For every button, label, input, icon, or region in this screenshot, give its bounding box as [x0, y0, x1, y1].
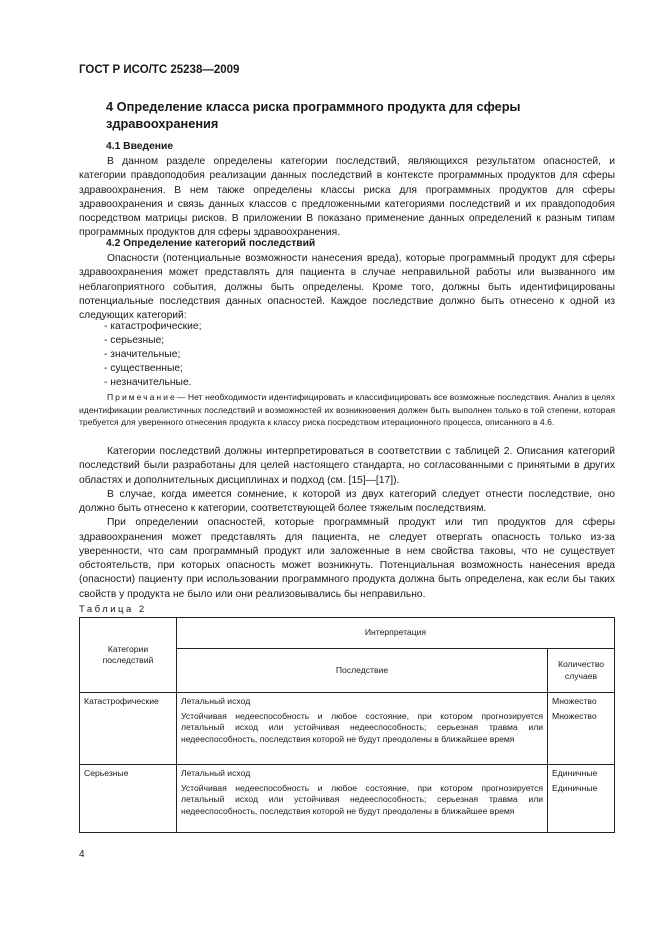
paragraph: В случае, когда имеется сомнение, к которой из двух категорий следует отнести последствие, оно должно быть отнесено к категории, соответствующей более тяжелым последствиям.: [79, 488, 615, 514]
subsection-4-1-title: 4.1 Введение: [106, 141, 174, 152]
list-item: - катастрофические;: [104, 321, 202, 332]
cases-text: Единичные: [552, 782, 598, 793]
consequence-text: Летальный исход: [180, 696, 251, 706]
list-item: - существенные;: [104, 363, 183, 374]
consequence-table: [79, 617, 615, 833]
cases-text: Множество: [552, 696, 597, 706]
subsection-4-1-text: [79, 155, 615, 241]
consequence-category-list: [104, 320, 201, 390]
consequence-cell: [176, 693, 547, 765]
consequence-text: Устойчивая недееспособность и любое состояние, при котором прогнозируется летальный исход или устойчивая недееспособность; серьезная травма или недееспособность, последствия которой не будут преодолены в ближайшее время: [180, 782, 544, 816]
note-text: — Нет необходимости идентифицировать и классифицировать все возможные последствия. Анализ в целях идентификации реалистичных последствий и возможностей их возникновения должен быть выполнен только в той степени, которая требуется для уверенного отнесения продукта к классу риска посредством итерационного процесса, описанного в 4.6.: [79, 392, 615, 428]
list-item: - значительные;: [104, 349, 181, 360]
consequence-cell: [176, 765, 547, 833]
category-cell: Катастрофические: [80, 693, 177, 765]
consequence-text: Летальный исход: [180, 768, 251, 778]
note-label: Примечание: [107, 392, 177, 402]
paragraph: Категории последствий должны интерпретироваться в соответствии с таблицей 2. Описания категорий последствий были разработаны для целей настоящего стандарта, но согласованными с принятыми в других областях и дополнительных дисциплинах и подход (см. [15]—[17]).: [79, 446, 615, 486]
category-cell: Серьезные: [80, 765, 177, 833]
cases-text: Множество: [552, 710, 597, 721]
subsection-4-2-title: 4.2 Определение категорий последствий: [106, 238, 316, 249]
section-title: 4 Определение класса риска программного продукта для сферы здравоохранения: [106, 99, 521, 131]
note: [79, 391, 615, 429]
cases-text: Единичные: [552, 768, 598, 778]
subsection-4-2-body: [79, 445, 615, 602]
header-interpretation: Интерпретация: [176, 618, 614, 649]
cases-cell: [548, 765, 615, 833]
consequence-text: Устойчивая недееспособность и любое состояние, при котором прогнозируется летальный исход или устойчивая недееспособность; серьезная травма или недееспособность, последствия которой не будут преодолены в ближайшее время: [180, 710, 544, 744]
header-cases: Количество случаев: [548, 649, 615, 693]
list-item: - серьезные;: [104, 335, 165, 346]
subsection-4-2-intro: [79, 252, 615, 323]
header-category: Категории последствий: [80, 618, 177, 693]
list-item: - незначительные.: [104, 377, 192, 388]
table-caption: Таблица 2: [79, 604, 147, 615]
table-row: [80, 693, 615, 765]
paragraph: Опасности (потенциальные возможности нанесения вреда), которые программный продукт для сферы здравоохранения может представлять для пациента в случае неправильной работы или вызванного им неблагоприятного события, должны быть определены. Кроме того, должны быть идентифицированы потенциальные последствия данных опасностей. Каждое последствие должно быть отнесено к одной из следующих категорий:: [79, 253, 615, 321]
cases-cell: [548, 693, 615, 765]
document-header: ГОСТ Р ИСО/ТС 25238—2009: [79, 64, 240, 76]
table-row: [80, 765, 615, 833]
paragraph: При определении опасностей, которые программный продукт или тип продуктов для сферы здравоохранения может представлять для пациента, не следует отвергать опасность только из-за уверенности, что сам программный продукт или заложенные в нем свойства таковы, что не существует обстоятельств, при которых опасность может возникнуть. Потенциальная возможность нанесения вреда (опасности) пациенту при использовании программного продукта должна быть определена, как если бы таких свойств у продукта не было или они реализовывались бы неправильно.: [79, 517, 615, 600]
paragraph: В данном разделе определены категории последствий, являющихся результатом опасностей, и категории правдоподобия реализации данных последствий в контексте программных продуктов для сферы здравоохранения. В нем также определены классы риска для программных продуктов для сферы здравоохранения и связь данных классов с предложенными категориями последствий и их правдоподобия посредством матрицы рисков. В приложении В показано применение данных определений к разным типам программных продуктов для сферы здравоохранения.: [79, 156, 615, 239]
header-consequence: Последствие: [176, 649, 547, 693]
page-number: 4: [79, 849, 85, 860]
